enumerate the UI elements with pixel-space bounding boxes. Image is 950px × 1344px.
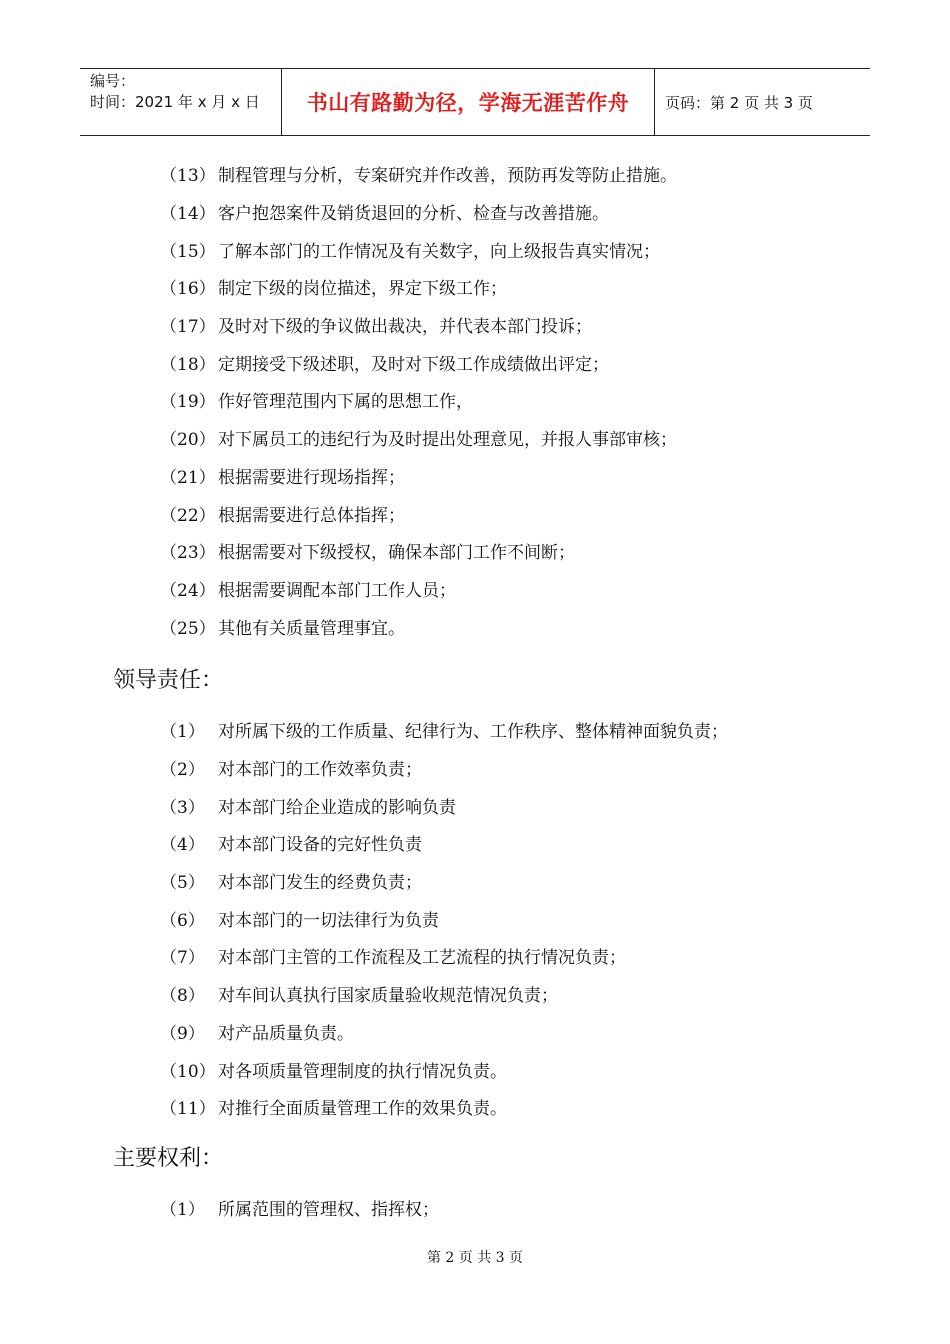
- list-item: （5） 对本部门发生的经费负责；: [160, 873, 422, 894]
- header-meta: [80, 69, 282, 135]
- list-item: （16） 制定下级的岗位描述，界定下级工作；: [160, 279, 507, 300]
- header-page-info: 页码：第 2 页 共 3 页: [665, 93, 813, 112]
- list-item: （21） 根据需要进行现场指挥；: [160, 467, 405, 488]
- list-item: （6） 对本部门的一切法律行为负责: [160, 910, 439, 931]
- page-footer: 第 2 页 共 3 页: [426, 1250, 524, 1266]
- list-item: （4） 对本部门设备的完好性负责: [160, 835, 422, 856]
- list-item: （15） 了解本部门的工作情况及有关数字，向上级报告真实情况；: [160, 241, 660, 262]
- code-label: 编号：: [90, 72, 136, 90]
- rights-heading: 主要权利：: [113, 1146, 224, 1171]
- date-label: 时间：2021 年 x 月 x 日: [90, 93, 260, 111]
- leadership-list: [160, 711, 860, 1126]
- page-header: [80, 68, 870, 136]
- list-item: （18） 定期接受下级述职，及时对下级工作成绩做出评定；: [160, 354, 609, 375]
- list-item: （2） 对本部门的工作效率负责；: [160, 760, 422, 781]
- duties-list: [160, 155, 860, 645]
- list-item: （13） 制程管理与分析，专案研究并作改善，预防再发等防止措施。: [160, 166, 677, 187]
- list-item: （9） 对产品质量负责。: [160, 1023, 354, 1044]
- list-item: （22） 根据需要进行总体指挥；: [160, 505, 405, 526]
- list-item: （17） 及时对下级的争议做出裁决，并代表本部门投诉；: [160, 317, 592, 338]
- list-item: （10） 对各项质量管理制度的执行情况负责。: [160, 1061, 507, 1082]
- list-item: （14） 客户抱怨案件及销货退回的分析、检查与改善措施。: [160, 204, 609, 225]
- list-item: （24） 根据需要调配本部门工作人员；: [160, 580, 456, 601]
- list-item: （25） 其他有关质量管理事宜。: [160, 618, 405, 639]
- list-item: （19） 作好管理范围内下属的思想工作，: [160, 392, 473, 413]
- list-item: （1） 对所属下级的工作质量、纪律行为、工作秩序、整体精神面貌负责；: [160, 722, 728, 743]
- list-item: （8） 对车间认真执行国家质量验收规范情况负责；: [160, 986, 558, 1007]
- list-item: （7） 对本部门主管的工作流程及工艺流程的执行情况负责；: [160, 948, 626, 969]
- rights-list: [160, 1189, 860, 1227]
- leadership-heading: 领导责任：: [113, 668, 224, 693]
- list-item: （1） 所属范围的管理权、指挥权；: [160, 1200, 439, 1221]
- list-item: （3） 对本部门给企业造成的影响负责: [160, 797, 456, 818]
- list-item: （23） 根据需要对下级授权，确保本部门工作不间断；: [160, 543, 575, 564]
- list-item: （11） 对推行全面质量管理工作的效果负责。: [160, 1099, 507, 1120]
- header-motto: 书山有路勤为径，学海无涯苦作舟: [282, 69, 655, 135]
- list-item: （20） 对下属员工的违纪行为及时提出处理意见，并报人事部审核；: [160, 430, 677, 451]
